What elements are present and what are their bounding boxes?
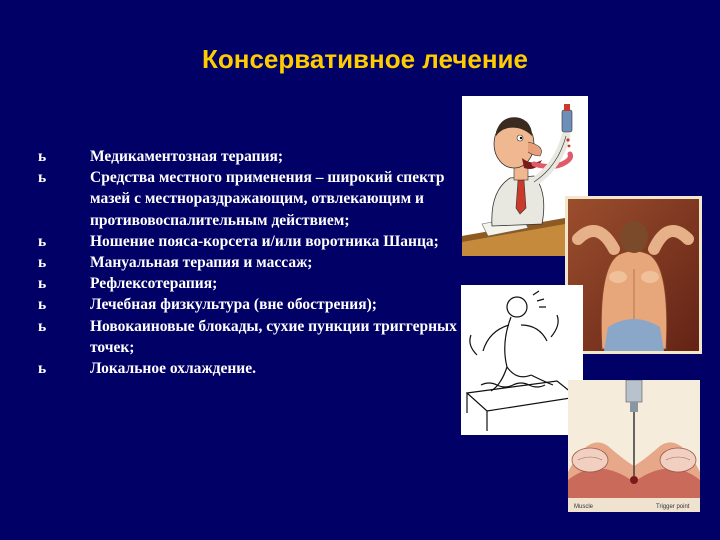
treatment-list bbox=[38, 146, 468, 379]
list-item: ь Средства местного применения – широкий спектр мазей с местнораздражающим, отвлекающим и противовоспалительным действием; bbox=[38, 169, 445, 229]
massage-image bbox=[565, 196, 702, 354]
bullet-marker: ь bbox=[38, 254, 47, 272]
bullet-marker: ь bbox=[38, 232, 47, 250]
bullet-marker: ь bbox=[38, 360, 47, 378]
injection-illustration-image bbox=[568, 380, 700, 512]
list-item: ь Лечебная физкультура (вне обострения); bbox=[38, 294, 468, 315]
bullet-marker: ь bbox=[38, 148, 47, 165]
list-item: ь Рефлексотерапия; bbox=[38, 273, 468, 294]
muscle-label: Muscle bbox=[574, 504, 594, 510]
list-item: ь Мануальная терапия и массаж; bbox=[38, 252, 468, 273]
bullet-marker: ь bbox=[38, 275, 47, 293]
list-item: ь Ношение пояса-корсета и/или воротника Шанца; bbox=[38, 231, 468, 252]
list-item: ь Локальное охлаждение. bbox=[38, 358, 468, 379]
exercise-sketch-image bbox=[461, 285, 583, 435]
trigger-point-label: Trigger point bbox=[656, 504, 690, 510]
bullet-marker: ь bbox=[38, 317, 47, 335]
slide-title: Консервативное лечение bbox=[201, 44, 528, 74]
list-item: ь Новокаиновые блокады, сухие пункции триггерных точек; bbox=[38, 317, 457, 356]
bullet-marker: ь bbox=[38, 169, 47, 187]
bullet-marker: ь bbox=[38, 296, 47, 314]
list-item: ь Медикаментозная терапия; bbox=[38, 146, 468, 167]
